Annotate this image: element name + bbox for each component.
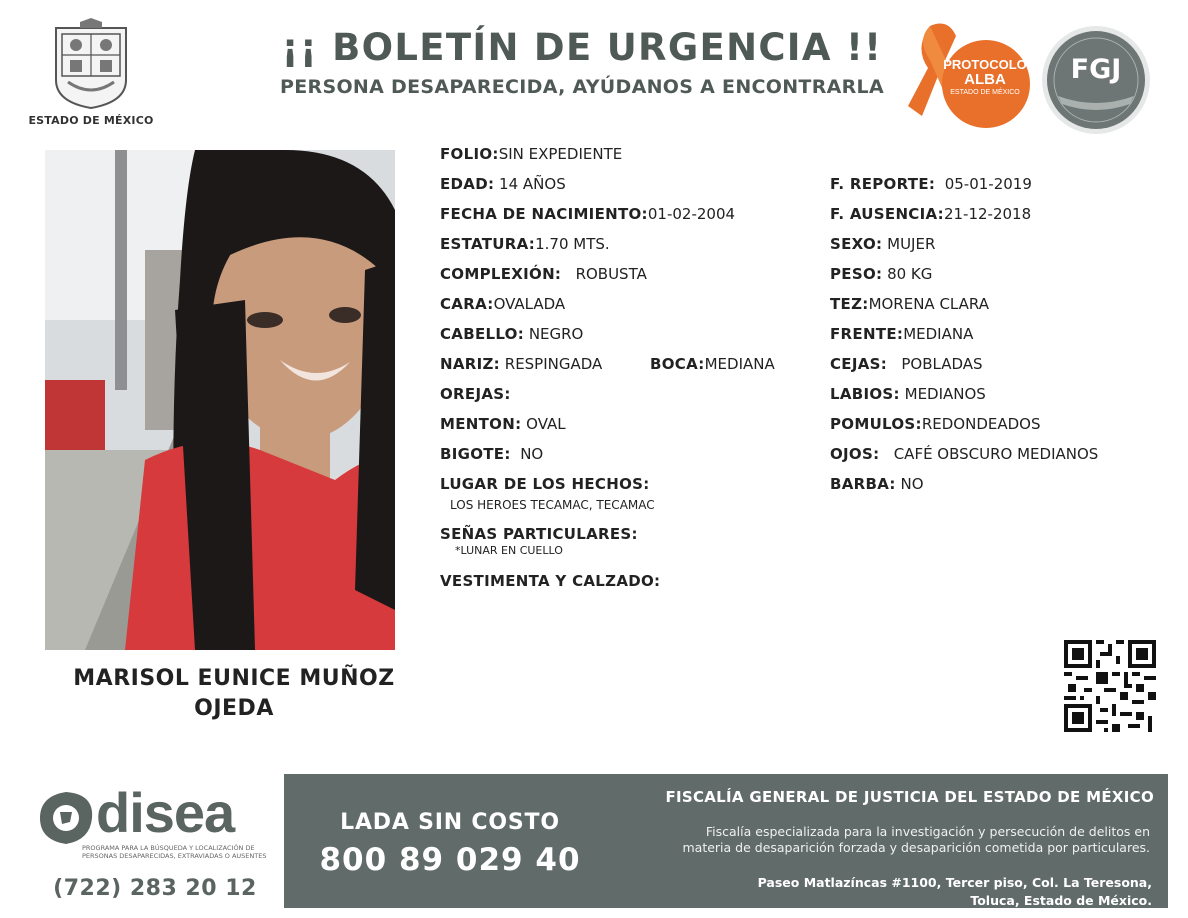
field-boca — [650, 355, 775, 373]
fiscalia-description — [598, 824, 1150, 856]
complexion-label: COMPLEXIÓN: — [440, 265, 562, 283]
field-tez — [830, 295, 989, 313]
sexo-value: MUJER — [887, 235, 936, 253]
cejas-value: POBLADAS — [901, 355, 983, 373]
orejas-label: OREJAS: — [440, 385, 511, 403]
field-reporte — [830, 175, 1032, 193]
field-cara — [440, 295, 565, 313]
estatura-value: 1.70 MTS. — [535, 235, 610, 253]
odisea-wordmark: disea — [96, 781, 235, 844]
bigote-label: BIGOTE: — [440, 445, 511, 463]
odisea-map-logo-icon — [36, 790, 96, 846]
menton-value: OVAL — [526, 415, 566, 433]
frente-value: MEDIANA — [903, 325, 974, 343]
field-edad — [440, 175, 566, 193]
ojos-value: CAFÉ OBSCURO MEDIANOS — [893, 445, 1099, 463]
field-fecha-nacimiento — [440, 205, 735, 223]
address-line-1: Paseo Matlazíncas #1100, Tercer piso, Col. La Teresona, — [757, 875, 1152, 890]
barba-label: BARBA: — [830, 475, 896, 493]
sexo-label: SEXO: — [830, 235, 883, 253]
field-ojos — [830, 445, 1098, 463]
fiscalia-description-line-1: Fiscalía especializada para la investigación y persecución de delitos en — [705, 824, 1150, 839]
cara-value: OVALADA — [493, 295, 566, 313]
field-cabello — [440, 325, 583, 343]
peso-label: PESO: — [830, 265, 883, 283]
vestimenta-label: VESTIMENTA Y CALZADO: — [440, 572, 661, 590]
ausencia-value: 21-12-2018 — [943, 205, 1032, 223]
person-name-line-2: OJEDA — [194, 696, 274, 721]
alba-line-3: ESTADO DE MÉXICO — [950, 89, 1020, 96]
nariz-value: RESPINGADA — [504, 355, 603, 373]
alba-line-1: PROTOCOLO — [943, 57, 1027, 72]
reporte-label: F. REPORTE: — [830, 175, 936, 193]
nacimiento-label: FECHA DE NACIMIENTO: — [440, 205, 648, 223]
bigote-value: NO — [520, 445, 544, 463]
frente-label: FRENTE: — [830, 325, 904, 343]
peso-value: 80 KG — [887, 265, 933, 283]
field-frente — [830, 325, 973, 343]
field-bigote — [440, 445, 543, 463]
cara-label: CARA: — [440, 295, 494, 313]
person-name — [40, 664, 428, 724]
protocolo-alba-label — [940, 58, 1030, 97]
alba-line-2: ALBA — [964, 71, 1006, 88]
estado-de-mexico-seal-icon — [50, 18, 132, 110]
bulletin-title: ¡¡ BOLETÍN DE URGENCIA !! — [281, 26, 883, 69]
edad-value: 14 AÑOS — [499, 175, 566, 193]
cabello-label: CABELLO: — [440, 325, 525, 343]
field-menton — [440, 415, 566, 433]
fiscalia-description-line-2: materia de desaparición forzada y desaparición cometida por particulares. — [682, 840, 1150, 855]
ojos-label: OJOS: — [830, 445, 880, 463]
fiscalia-address — [598, 874, 1152, 910]
address-line-2: Toluca, Estado de México. — [970, 893, 1152, 908]
nariz-label: NARIZ: — [440, 355, 500, 373]
lugar-label: LUGAR DE LOS HECHOS: — [440, 475, 650, 493]
odisea-program-description: PROGRAMA PARA LA BÚSQUEDA Y LOCALIZACIÓN DE PERSONAS DESAPARECIDAS, EXTRAVIADAS O AUSENTES — [82, 844, 267, 860]
barba-value: NO — [900, 475, 924, 493]
state-label: ESTADO DE MÉXICO — [28, 114, 154, 127]
field-lugar-label — [440, 475, 650, 493]
edad-label: EDAD: — [440, 175, 495, 193]
boca-value: MEDIANA — [704, 355, 775, 373]
field-cejas — [830, 355, 983, 373]
labios-label: LABIOS: — [830, 385, 900, 403]
ausencia-label: F. AUSENCIA: — [830, 205, 944, 223]
field-folio — [440, 145, 622, 163]
field-senas-label — [440, 525, 638, 543]
toll-free-number: 800 89 029 40 — [319, 842, 581, 878]
boca-label: BOCA: — [650, 355, 705, 373]
field-nariz — [440, 355, 602, 373]
fgj-label: FGJ — [1070, 54, 1122, 85]
reporte-value: 05-01-2019 — [944, 175, 1032, 193]
field-labios — [830, 385, 986, 403]
field-complexion — [440, 265, 647, 283]
field-barba — [830, 475, 924, 493]
field-estatura — [440, 235, 610, 253]
field-ausencia — [830, 205, 1031, 223]
tez-label: TEZ: — [830, 295, 869, 313]
pomulos-value: REDONDEADOS — [921, 415, 1041, 433]
bulletin-subtitle: PERSONA DESAPARECIDA, AYÚDANOS A ENCONTRARLA — [280, 76, 884, 98]
nacimiento-value: 01-02-2004 — [647, 205, 736, 223]
lada-sin-costo-label: LADA SIN COSTO — [340, 810, 560, 835]
folio-label: FOLIO: — [440, 145, 499, 163]
field-orejas — [440, 385, 511, 403]
labios-value: MEDIANOS — [904, 385, 986, 403]
field-peso — [830, 265, 932, 283]
estatura-label: ESTATURA: — [440, 235, 536, 253]
fiscalia-title: FISCALÍA GENERAL DE JUSTICIA DEL ESTADO DE MÉXICO — [665, 788, 1154, 806]
qr-code-icon — [1064, 640, 1156, 732]
field-vestimenta — [440, 572, 660, 590]
folio-value: SIN EXPEDIENTE — [498, 145, 623, 163]
lugar-value: LOS HEROES TECAMAC, TECAMAC — [450, 498, 655, 512]
missing-person-photo — [45, 150, 395, 650]
odisea-phone: (722) 283 20 12 — [53, 876, 257, 901]
complexion-value: ROBUSTA — [575, 265, 647, 283]
pomulos-label: POMULOS: — [830, 415, 922, 433]
tez-value: MORENA CLARA — [868, 295, 989, 313]
menton-label: MENTON: — [440, 415, 522, 433]
senas-label: SEÑAS PARTICULARES: — [440, 525, 638, 543]
field-pomulos — [830, 415, 1041, 433]
senas-value: *LUNAR EN CUELLO — [455, 544, 563, 557]
field-sexo — [830, 235, 935, 253]
cejas-label: CEJAS: — [830, 355, 888, 373]
person-name-line-1: MARISOL EUNICE MUÑOZ — [73, 666, 395, 691]
cabello-value: NEGRO — [528, 325, 584, 343]
